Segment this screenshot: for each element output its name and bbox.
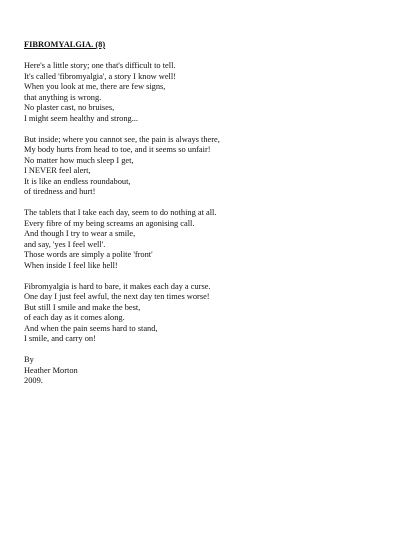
- poem-line: I smile, and carry on!: [24, 334, 96, 343]
- stanza-2: [24, 135, 404, 198]
- poem-line: It's called 'fibromyalgia', a story I know well!: [24, 71, 176, 81]
- poem-line: And when the pain seems hard to stand,: [24, 323, 158, 333]
- byline-year: 2009.: [24, 376, 43, 385]
- poem-line: But inside; where you cannot see, the pain is always there,: [24, 134, 220, 144]
- poem-line: When you look at me, there are few signs,: [24, 82, 166, 91]
- poem-title: FIBROMYALGIA. (8): [24, 40, 106, 49]
- poem-line: and say, 'yes I feel well'.: [24, 239, 106, 249]
- poem-line: Fibromyalgia is hard to bare, it makes each day a curse.: [24, 281, 211, 291]
- byline: [24, 355, 404, 387]
- byline-by: By: [24, 355, 34, 364]
- poem-line: The tablets that I take each day, seem to do nothing at all.: [24, 208, 217, 217]
- poem-line: I NEVER feel alert,: [24, 166, 91, 175]
- poem-line: No matter how much sleep I get,: [24, 155, 134, 165]
- stanza-3: [24, 208, 404, 271]
- poem-line: Every fibre of my being screams an agonising call.: [24, 218, 195, 228]
- poem-line: And though I try to wear a smile,: [24, 229, 136, 238]
- poem-line: I might seem healthy and strong...: [24, 113, 138, 123]
- poem-line: of tiredness and hurt!: [24, 187, 96, 196]
- poem-line: that anything is wrong.: [24, 92, 102, 102]
- poem-line: No plaster cast, no bruises,: [24, 103, 115, 112]
- poem-line: My body hurts from head to toe, and it seems so unfair!: [24, 145, 211, 154]
- poem-line: When inside I feel like hell!: [24, 260, 118, 270]
- author-name: Heather Morton: [24, 365, 78, 375]
- poem-line: Here's a little story; one that's difficult to tell.: [24, 61, 176, 70]
- stanza-4: [24, 282, 404, 345]
- stanza-1: [24, 61, 404, 124]
- poem-line: One day I just feel awful, the next day ten times worse!: [24, 292, 210, 301]
- poem-line: It is like an endless roundabout,: [24, 176, 131, 186]
- poem-line: Those words are simply a polite 'front': [24, 250, 153, 259]
- poem-line: But still I smile and make the best,: [24, 302, 141, 312]
- poem-line: of each day as it comes along.: [24, 313, 125, 322]
- poem: [24, 40, 404, 397]
